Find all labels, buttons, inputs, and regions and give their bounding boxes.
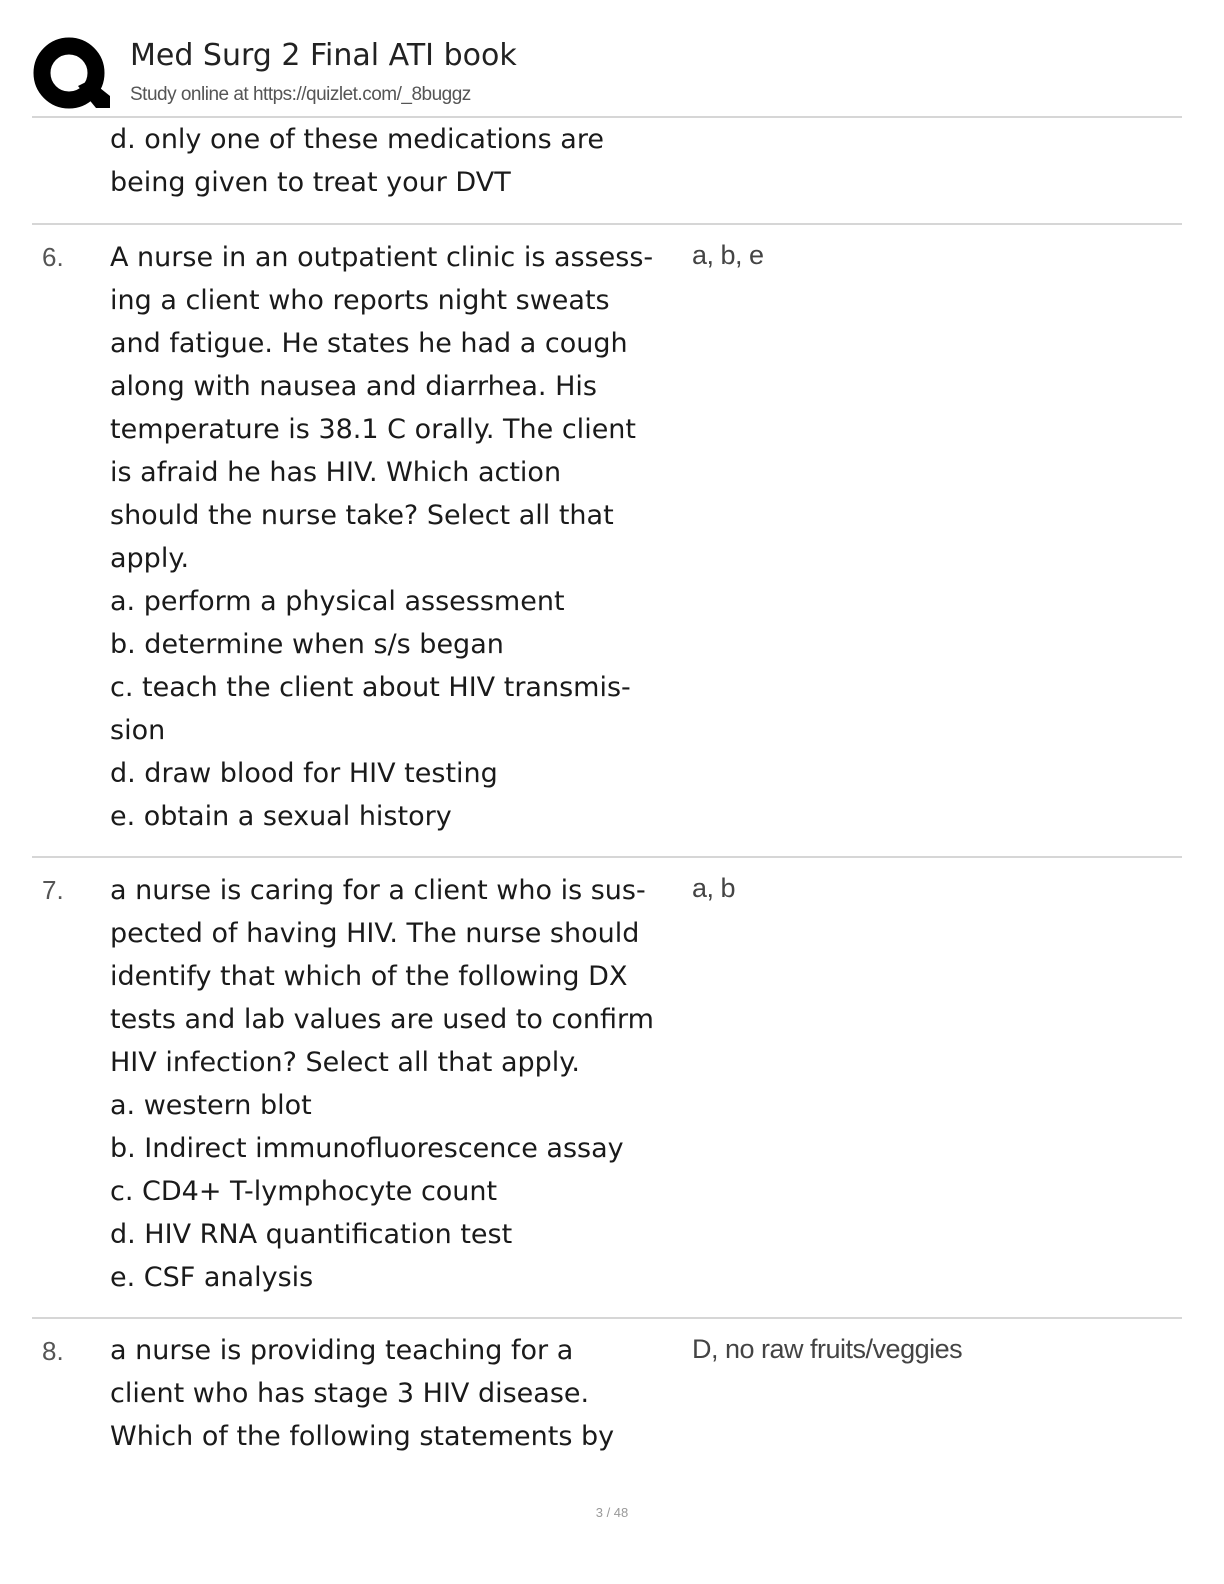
question-answer: D, no raw fruits/veggies [692,1334,963,1364]
text-line: ing a client who reports night sweats [110,285,610,316]
text-line: a nurse is caring for a client who is sus- [110,875,646,906]
text-line: along with nausea and diarrhea. His [110,371,597,402]
question-answer: a, b [692,873,736,903]
document-subtitle: Study online at https://quizlet.com/_8buggz [130,84,471,105]
text-line: c. teach the client about HIV transmis- [110,672,631,703]
question-divider [32,856,1182,858]
text-line: HIV infection? Select all that apply. [110,1047,580,1078]
text-line: pected of having HIV. The nurse should [110,918,640,949]
question-text [110,236,700,838]
text-line: e. CSF analysis [110,1262,314,1293]
document-title: Med Surg 2 Final ATI book [130,38,517,73]
text-line: tests and lab values are used to confirm [110,1004,654,1035]
text-line: a. western blot [110,1090,312,1121]
text-line: a. perform a physical assessment [110,586,565,617]
text-line: sion [110,715,166,746]
text-line: d. draw blood for HIV testing [110,758,498,789]
text-line: should the nurse take? Select all that [110,500,614,531]
text-line: identify that which of the following DX [110,961,628,992]
question-text [110,869,700,1299]
text-line: is afraid he has HIV. Which action [110,457,562,488]
text-line: a nurse is providing teaching for a [110,1335,574,1366]
text-line: and fatigue. He states he had a cough [110,328,628,359]
question-text [110,1329,700,1458]
text-line: e. obtain a sexual history [110,801,452,832]
question-number: 8. [42,1336,64,1366]
text-line: c. CD4+ T-lymphocyte count [110,1176,498,1207]
question-number: 6. [42,242,64,272]
text-line: temperature is 38.1 C orally. The client [110,414,636,445]
text-line: Which of the following statements by [110,1421,615,1452]
quizlet-q-icon [32,36,110,114]
text-line: b. determine when s/s began [110,629,504,660]
question-answer: a, b, e [692,240,764,270]
text-line: apply. [110,543,190,574]
question-divider [32,1317,1182,1319]
question-number: 7. [42,875,64,905]
text-line: client who has stage 3 HIV disease. [110,1378,590,1409]
text-line: A nurse in an outpatient clinic is assess- [110,242,654,273]
question-divider [32,223,1182,225]
page-number: 3 / 48 [595,1505,629,1520]
page-header [32,30,1182,116]
text-line: d. HIV RNA quantification test [110,1219,513,1250]
text-line: d. only one of these medications are [110,124,604,155]
continued-question-text [110,118,700,204]
text-line: b. Indirect immunofluorescence assay [110,1133,624,1164]
text-line: being given to treat your DVT [110,167,511,198]
